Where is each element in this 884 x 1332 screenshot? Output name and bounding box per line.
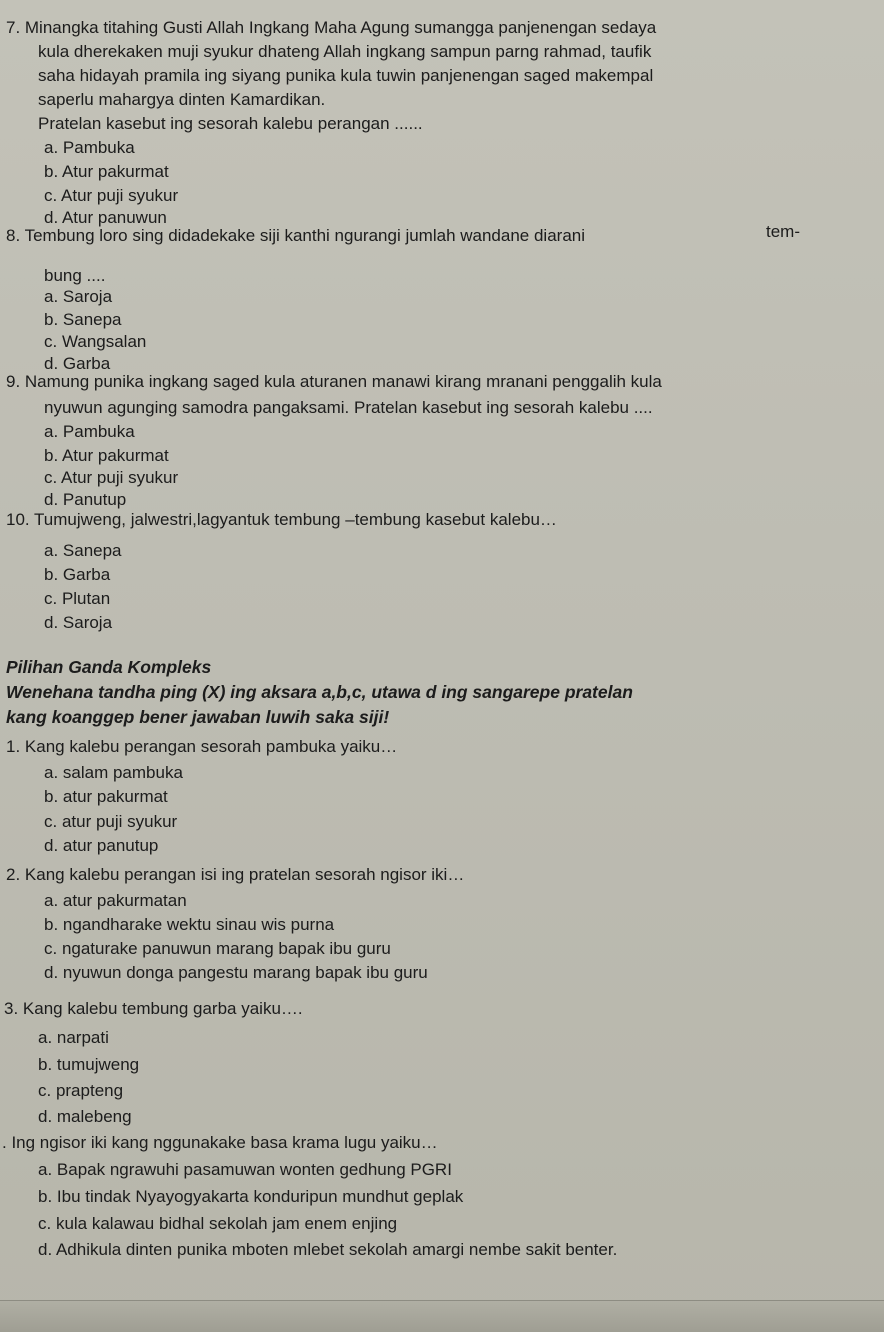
q10-option-b: b. Garba [44, 565, 111, 584]
k3-option-d: d. malebeng [38, 1107, 132, 1126]
k1-option-d: d. atur panutup [44, 836, 159, 855]
q9-option-a: a. Pambuka [44, 422, 135, 441]
q7-option-a: a. Pambuka [44, 138, 135, 157]
q10-option-d: d. Saroja [44, 613, 113, 632]
q7-line-4: saperlu mahargya dinten Kamardikan. [38, 90, 326, 109]
k3-option-b: b. tumujweng [38, 1055, 140, 1074]
q8-option-d: d. Garba [44, 354, 111, 373]
k4-option-a: a. Bapak ngrawuhi pasamuwan wonten gedhung PGRI [38, 1160, 452, 1179]
q8-line-2: bung .... [44, 266, 106, 285]
k3-question: 3. Kang kalebu tembung garba yaiku…. [4, 999, 303, 1018]
k1-option-c: c. atur puji syukur [44, 812, 178, 831]
q9-option-b: b. Atur pakurmat [44, 446, 169, 465]
k4-question: . Ing ngisor iki kang nggunakake basa krama lugu yaiku… [2, 1133, 438, 1152]
q7-line-3: saha hidayah pramila ing siyang punika kula tuwin panjenengan saged makempal [38, 66, 654, 85]
q8-option-b: b. Sanepa [44, 310, 122, 329]
q7-option-d: d. Atur panuwun [44, 208, 167, 227]
q7-line-1: 7. Minangka titahing Gusti Allah Ingkang Maha Agung sumangga panjenengan sedaya [6, 18, 657, 37]
k3-option-c: c. prapteng [38, 1081, 124, 1100]
k2-option-d: d. nyuwun donga pangestu marang bapak ibu guru [44, 963, 428, 982]
q9-line-2: nyuwun agunging samodra pangaksami. Pratelan kasebut ing sesorah kalebu .... [44, 398, 653, 417]
k2-option-b: b. ngandharake wektu sinau wis purna [44, 915, 335, 934]
section-instruction-2: kang koanggep bener jawaban luwih saka siji! [6, 707, 390, 727]
q7-option-c: c. Atur puji syukur [44, 186, 179, 205]
q7-line-5: Pratelan kasebut ing sesorah kalebu perangan ...... [38, 114, 423, 133]
page-bottom-edge [0, 1300, 884, 1332]
k2-question: 2. Kang kalebu perangan isi ing pratelan sesorah ngisor iki… [6, 865, 465, 884]
k1-option-a: a. salam pambuka [44, 763, 183, 782]
k4-option-c: c. kula kalawau bidhal sekolah jam enem enjing [38, 1214, 398, 1233]
q10-line-1: 10. Tumujweng, jalwestri,lagyantuk tembung –tembung kasebut kalebu… [6, 510, 557, 529]
q8-line-1: 8. Tembung loro sing didadekake siji kanthi ngurangi jumlah wandane diarani [6, 226, 586, 245]
q9-option-d: d. Panutup [44, 490, 127, 509]
section-instruction-1: Wenehana tandha ping (X) ing aksara a,b,c, utawa d ing sangarepe pratelan [6, 682, 633, 702]
k4-option-b: b. Ibu tindak Nyayogyakarta konduripun mundhut geplak [38, 1187, 464, 1206]
k3-option-a: a. narpati [38, 1028, 109, 1047]
k2-option-a: a. atur pakurmatan [44, 891, 187, 910]
section-title: Pilihan Ganda Kompleks [6, 657, 212, 677]
q7-line-2: kula dherekaken muji syukur dhateng Allah ingkang sampun parng rahmad, taufik [38, 42, 652, 61]
q9-line-1: 9. Namung punika ingkang saged kula aturanen manawi kirang mranani penggalih kula [6, 372, 662, 391]
k2-option-c: c. ngaturake panuwun marang bapak ibu guru [44, 939, 391, 958]
q9-option-c: c. Atur puji syukur [44, 468, 179, 487]
q8-option-c: c. Wangsalan [44, 332, 147, 351]
q8-option-a: a. Saroja [44, 287, 113, 306]
q10-option-a: a. Sanepa [44, 541, 122, 560]
k4-option-d: d. Adhikula dinten punika mboten mlebet sekolah amargi nembe sakit benter. [38, 1240, 618, 1259]
q7-option-b: b. Atur pakurmat [44, 162, 169, 181]
q8-line-1-end: tem- [766, 222, 800, 241]
k1-option-b: b. atur pakurmat [44, 787, 168, 806]
q10-option-c: c. Plutan [44, 589, 111, 608]
k1-question: 1. Kang kalebu perangan sesorah pambuka yaiku… [6, 737, 398, 756]
